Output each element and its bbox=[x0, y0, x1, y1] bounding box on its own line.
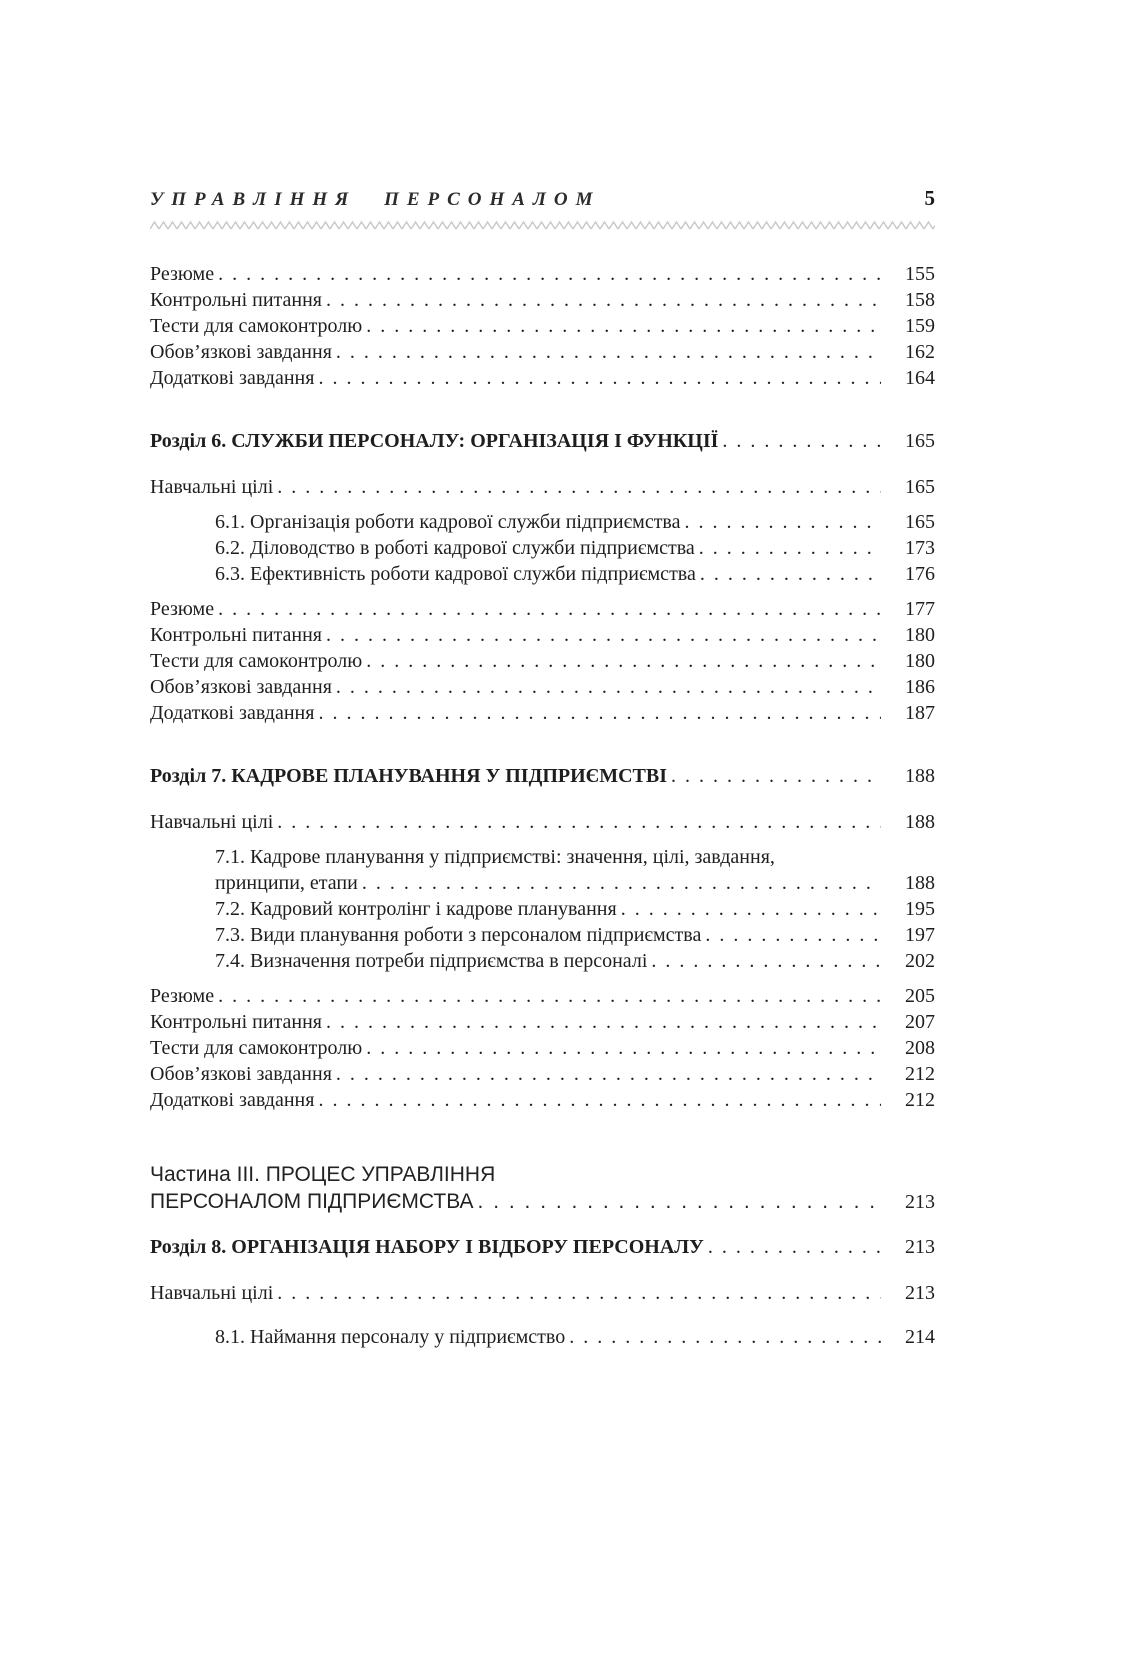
toc-entry-label: Резюме bbox=[150, 598, 215, 620]
toc-subsection bbox=[150, 922, 935, 948]
toc-entry-label: 7.3. Види планування роботи з персоналом підприємства bbox=[215, 924, 702, 946]
toc-entry-label: Контрольні питання bbox=[150, 624, 323, 646]
toc-entry-label: Навчальні цілі bbox=[150, 476, 274, 498]
toc-entry-page: 188 bbox=[905, 811, 935, 833]
toc-entry-page: 164 bbox=[905, 367, 935, 389]
toc-dot-leader bbox=[705, 922, 881, 948]
toc-entry-page: 177 bbox=[905, 598, 935, 620]
toc-part-title-line1 bbox=[150, 1161, 935, 1188]
toc-entry bbox=[150, 339, 935, 365]
toc-dot-leader bbox=[366, 1035, 881, 1061]
toc-dot-leader bbox=[336, 339, 881, 365]
toc-dot-leader bbox=[685, 509, 882, 535]
page-number: 5 bbox=[924, 186, 935, 210]
toc-dot-leader bbox=[218, 261, 881, 287]
toc-entry-label: 7.4. Визначення потреби підприємства в персоналі bbox=[215, 950, 648, 972]
toc-entry-page: 208 bbox=[905, 1037, 935, 1059]
toc-entry-label: 6.1. Організація роботи кадрової служби підприємства bbox=[215, 511, 681, 533]
toc-entry bbox=[150, 596, 935, 622]
toc-entry-label: принципи, етапи bbox=[215, 872, 358, 894]
toc-entry-page: 165 bbox=[905, 511, 935, 533]
toc-entry bbox=[150, 1061, 935, 1087]
toc-subsection bbox=[150, 561, 935, 587]
toc-dot-leader bbox=[318, 700, 881, 726]
toc-entry bbox=[150, 1035, 935, 1061]
toc-entry-page: 186 bbox=[905, 676, 935, 698]
toc-entry-page: 212 bbox=[905, 1089, 935, 1111]
toc-dot-leader bbox=[362, 870, 881, 896]
toc-dot-leader bbox=[318, 1087, 881, 1113]
toc-dot-leader bbox=[318, 365, 881, 391]
toc-chapter-title-label: Розділ 8. ОРГАНІЗАЦІЯ НАБОРУ І ВІДБОРУ ПЕРСОНАЛУ bbox=[150, 1236, 704, 1258]
toc-part-title-line2 bbox=[150, 1188, 935, 1216]
toc-subsection-line2 bbox=[150, 870, 935, 896]
toc-dot-leader bbox=[366, 648, 881, 674]
toc-entry-label: 6.3. Ефективність роботи кадрової служби підприємства bbox=[215, 563, 696, 585]
toc-entry bbox=[150, 622, 935, 648]
toc-dot-leader bbox=[671, 763, 881, 789]
toc-dot-leader bbox=[336, 1061, 881, 1087]
toc-entry-page: 205 bbox=[905, 985, 935, 1007]
toc-entry-label: Навчальні цілі bbox=[150, 811, 274, 833]
toc-entry bbox=[150, 700, 935, 726]
toc-entry-page: 173 bbox=[905, 537, 935, 559]
page-header bbox=[150, 186, 935, 211]
toc-entry-page: 165 bbox=[905, 476, 935, 498]
toc-entry-page: 155 bbox=[905, 263, 935, 285]
toc-entry bbox=[150, 1280, 935, 1306]
toc-subsection bbox=[150, 1324, 935, 1350]
table-of-contents bbox=[150, 261, 935, 1350]
toc-entry bbox=[150, 287, 935, 313]
toc-entry-label: Тести для самоконтролю bbox=[150, 1037, 363, 1059]
toc-subsection-line1 bbox=[150, 844, 935, 870]
toc-entry-label: 7.1. Кадрове планування у підприємстві: значення, цілі, завдання, bbox=[215, 846, 775, 868]
toc-dot-leader bbox=[478, 1188, 881, 1215]
toc-entry-label: Обов’язкові завдання bbox=[150, 676, 332, 698]
toc-entry-page: 165 bbox=[905, 430, 935, 452]
toc-entry-label: Тести для самоконтролю bbox=[150, 315, 363, 337]
toc-entry-label: 6.2. Діловодство в роботі кадрової служби підприємства bbox=[215, 537, 695, 559]
toc-dot-leader bbox=[277, 809, 881, 835]
toc-entry-label: Додаткові завдання bbox=[150, 1089, 315, 1111]
toc-entry-label: Обов’язкові завдання bbox=[150, 1063, 332, 1085]
toc-entry bbox=[150, 648, 935, 674]
toc-entry bbox=[150, 365, 935, 391]
toc-entry-label: Тести для самоконтролю bbox=[150, 650, 363, 672]
toc-dot-leader bbox=[336, 674, 881, 700]
toc-entry bbox=[150, 809, 935, 835]
toc-subsection bbox=[150, 896, 935, 922]
toc-entry-page: 195 bbox=[905, 898, 935, 920]
toc-dot-leader bbox=[722, 428, 881, 454]
toc-entry-label: Додаткові завдання bbox=[150, 367, 315, 389]
toc-entry-page: 187 bbox=[905, 702, 935, 724]
toc-entry bbox=[150, 474, 935, 500]
running-title: УПРАВЛІННЯ ПЕРСОНАЛОМ bbox=[150, 189, 601, 210]
toc-dot-leader bbox=[326, 287, 881, 313]
toc-entry-page: 176 bbox=[905, 563, 935, 585]
toc-dot-leader bbox=[326, 622, 881, 648]
toc-entry-label: Резюме bbox=[150, 985, 215, 1007]
toc-entry-label: 7.2. Кадровий контролінг і кадрове планування bbox=[215, 898, 617, 920]
toc-entry bbox=[150, 313, 935, 339]
toc-part-title-label: ПЕРСОНАЛОМ ПІДПРИЄМСТВА bbox=[150, 1190, 474, 1213]
toc-dot-leader bbox=[326, 1009, 881, 1035]
toc-dot-leader bbox=[218, 983, 881, 1009]
toc-entry bbox=[150, 261, 935, 287]
toc-entry-page: 180 bbox=[905, 624, 935, 646]
toc-entry-label: Навчальні цілі bbox=[150, 1282, 274, 1304]
toc-dot-leader bbox=[366, 313, 881, 339]
toc-entry bbox=[150, 674, 935, 700]
toc-dot-leader bbox=[569, 1324, 881, 1350]
toc-chapter-title bbox=[150, 1234, 935, 1260]
toc-subsection bbox=[150, 535, 935, 561]
toc-entry-page: 213 bbox=[905, 1191, 935, 1213]
toc-dot-leader bbox=[651, 948, 881, 974]
toc-entry-page: 162 bbox=[905, 341, 935, 363]
zigzag-divider bbox=[150, 220, 935, 231]
toc-entry-page: 180 bbox=[905, 650, 935, 672]
toc-chapter-title-label: Розділ 6. СЛУЖБИ ПЕРСОНАЛУ: ОРГАНІЗАЦІЯ І ФУНКЦІЇ bbox=[150, 430, 719, 452]
toc-dot-leader bbox=[277, 1280, 881, 1306]
toc-entry-page: 158 bbox=[905, 289, 935, 311]
toc-entry-page: 212 bbox=[905, 1063, 935, 1085]
toc-entry-page: 213 bbox=[905, 1236, 935, 1258]
toc-dot-leader bbox=[621, 896, 881, 922]
toc-entry-label: Контрольні питання bbox=[150, 1011, 323, 1033]
toc-dot-leader bbox=[699, 535, 881, 561]
toc-entry-page: 202 bbox=[905, 950, 935, 972]
toc-entry-label: Додаткові завдання bbox=[150, 702, 315, 724]
toc-dot-leader bbox=[277, 474, 881, 500]
toc-entry-label: 8.1. Наймання персоналу у підприємство bbox=[215, 1326, 566, 1348]
toc-entry-page: 188 bbox=[905, 765, 935, 787]
toc-chapter-title bbox=[150, 763, 935, 789]
toc-entry bbox=[150, 983, 935, 1009]
toc-dot-leader bbox=[700, 561, 881, 587]
toc-chapter-title-label: Розділ 7. КАДРОВЕ ПЛАНУВАННЯ У ПІДПРИЄМСТВІ bbox=[150, 765, 668, 787]
toc-entry-page: 197 bbox=[905, 924, 935, 946]
toc-entry-label: Резюме bbox=[150, 263, 215, 285]
toc-entry-page: 188 bbox=[905, 872, 935, 894]
toc-entry-page: 213 bbox=[905, 1282, 935, 1304]
toc-entry-page: 207 bbox=[905, 1011, 935, 1033]
toc-dot-leader bbox=[218, 596, 881, 622]
toc-chapter-title bbox=[150, 428, 935, 454]
toc-part-title-label: Частина III. ПРОЦЕС УПРАВЛІННЯ bbox=[150, 1163, 496, 1186]
toc-entry-label: Обов’язкові завдання bbox=[150, 341, 332, 363]
toc-subsection bbox=[150, 948, 935, 974]
toc-entry bbox=[150, 1009, 935, 1035]
toc-entry-page: 159 bbox=[905, 315, 935, 337]
toc-subsection bbox=[150, 509, 935, 535]
toc-entry-page: 214 bbox=[905, 1326, 935, 1348]
toc-entry-label: Контрольні питання bbox=[150, 289, 323, 311]
toc-entry bbox=[150, 1087, 935, 1113]
toc-dot-leader bbox=[708, 1234, 881, 1260]
